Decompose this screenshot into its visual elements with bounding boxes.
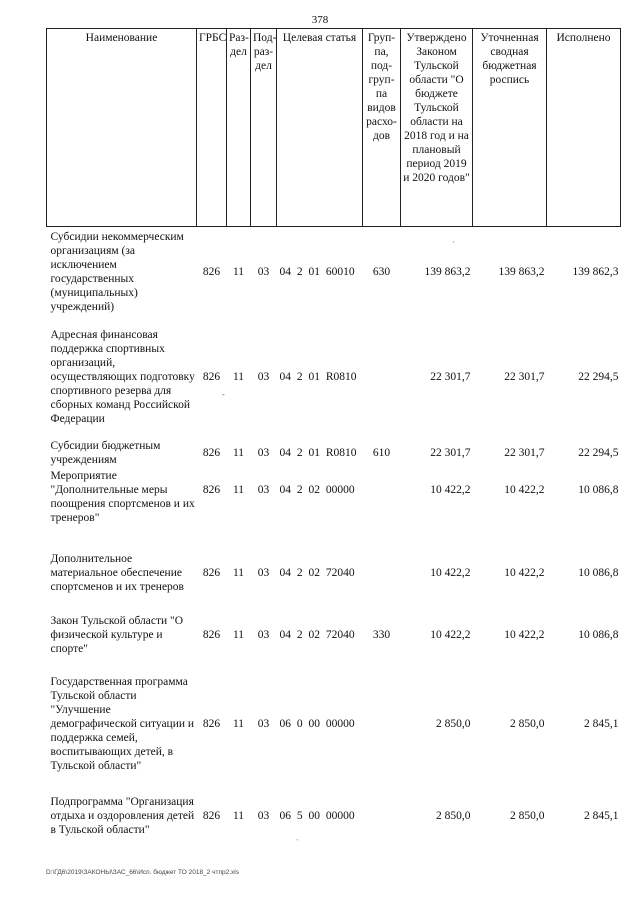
table-row — [47, 781, 621, 851]
row-target: 04 2 02 72040 — [279, 566, 355, 579]
row-razdel: 11 — [232, 566, 245, 579]
row-refined: 10 422,2 — [504, 628, 545, 641]
table-row — [47, 227, 621, 317]
scan-speck: ˋ — [296, 838, 299, 847]
row-podrazdel: 03 — [257, 628, 270, 641]
row-grbs: 826 — [202, 628, 221, 641]
row-approved: 10 422,2 — [430, 566, 471, 579]
header-podrazdel: Под-раз-дел — [251, 29, 277, 227]
row-group — [363, 317, 401, 437]
table-row — [47, 543, 621, 603]
row-target: 04 2 02 00000 — [279, 483, 355, 496]
row-razdel: 11 — [232, 717, 245, 730]
row-executed: 2 845,1 — [584, 809, 619, 822]
row-group: 610 — [372, 446, 391, 459]
table-row — [47, 437, 621, 469]
row-name: Субсидии бюджетным учреждениям — [50, 439, 161, 466]
row-group — [363, 543, 401, 603]
file-path-footer: D:\ГД6\2019\ЗАКОНЫ\ЗАС_66\Исп. бюджет ТО 2018_2 чтпр2.xls — [46, 869, 239, 876]
row-approved: 10 422,2 — [430, 483, 471, 496]
row-executed: 10 086,8 — [578, 566, 619, 579]
row-executed: 2 845,1 — [584, 717, 619, 730]
header-executed: Исполнено — [547, 29, 621, 227]
row-grbs: 826 — [202, 483, 221, 496]
row-refined: 10 422,2 — [504, 483, 545, 496]
header-razdel: Раз-дел — [227, 29, 251, 227]
header-name: Наименование — [47, 29, 197, 227]
row-name: Государственная программа Тульской области "Улучшение демографической ситуации и поддержка семей, воспитывающих детей, в Тульской области" — [50, 675, 195, 772]
row-grbs: 826 — [202, 265, 221, 278]
row-name: Дополнительное материальное обеспечение спортсменов и их тренеров — [50, 552, 184, 593]
row-group: 330 — [372, 628, 391, 641]
row-refined: 22 301,7 — [504, 370, 545, 383]
row-group: 630 — [372, 265, 391, 278]
row-podrazdel: 03 — [257, 370, 270, 383]
row-podrazdel: 03 — [257, 566, 270, 579]
row-refined: 10 422,2 — [504, 566, 545, 579]
row-executed: 139 862,3 — [572, 265, 619, 278]
row-refined: 22 301,7 — [504, 446, 545, 459]
header-grbs: ГРБС — [197, 29, 227, 227]
row-group — [363, 781, 401, 851]
row-target: 06 0 00 00000 — [279, 717, 355, 730]
row-refined: 139 863,2 — [498, 265, 545, 278]
row-razdel: 11 — [232, 446, 245, 459]
row-target: 04 2 01 R0810 — [279, 370, 357, 383]
row-razdel: 11 — [232, 628, 245, 641]
row-approved: 2 850,0 — [436, 717, 471, 730]
row-refined: 2 850,0 — [510, 717, 545, 730]
row-name: Адресная финансовая поддержка спортивных организаций, осуществляющих подготовку спортивного резерва для сборных команд Российской Федерации — [50, 328, 195, 425]
row-approved: 139 863,2 — [424, 265, 471, 278]
row-target: 04 2 02 72040 — [279, 628, 355, 641]
row-group — [363, 667, 401, 781]
row-name: Субсидии некоммерческим организациям (за исключением государственных (муниципальных) учреждений) — [50, 230, 184, 313]
row-executed: 10 086,8 — [578, 483, 619, 496]
row-grbs: 826 — [202, 809, 221, 822]
row-razdel: 11 — [232, 370, 245, 383]
row-grbs: 826 — [202, 446, 221, 459]
row-razdel: 11 — [232, 483, 245, 496]
table-header-row — [47, 29, 621, 227]
row-approved: 22 301,7 — [430, 446, 471, 459]
row-name: Закон Тульской области "О физической культуре и спорте" — [50, 614, 184, 655]
row-target: 04 2 01 60010 — [279, 265, 355, 278]
row-executed: 10 086,8 — [578, 628, 619, 641]
scan-speck: - — [222, 390, 225, 399]
row-grbs: 826 — [202, 370, 221, 383]
row-razdel: 11 — [232, 265, 245, 278]
header-group: Груп-па, под-груп-па видов расхо-дов — [363, 29, 401, 227]
row-podrazdel: 03 — [257, 446, 270, 459]
row-target: 04 2 01 R0810 — [279, 446, 357, 459]
table-row — [47, 667, 621, 781]
scan-speck: · — [452, 238, 455, 247]
row-approved: 2 850,0 — [436, 809, 471, 822]
row-name: Подпрограмма "Организация отдыха и оздоровления детей в Тульской области" — [50, 795, 195, 836]
row-group — [363, 469, 401, 543]
row-executed: 22 294,5 — [578, 446, 619, 459]
row-razdel: 11 — [232, 809, 245, 822]
row-approved: 10 422,2 — [430, 628, 471, 641]
header-refined: Уточненная сводная бюджетная роспись — [473, 29, 547, 227]
row-target: 06 5 00 00000 — [279, 809, 355, 822]
row-podrazdel: 03 — [257, 265, 270, 278]
row-podrazdel: 03 — [257, 483, 270, 496]
table-row — [47, 317, 621, 437]
row-name: Мероприятие "Дополнительные меры поощрения спортсменов и их тренеров" — [50, 469, 195, 524]
row-podrazdel: 03 — [257, 809, 270, 822]
budget-table — [46, 28, 621, 851]
row-podrazdel: 03 — [257, 717, 270, 730]
row-refined: 2 850,0 — [510, 809, 545, 822]
row-executed: 22 294,5 — [578, 370, 619, 383]
header-target: Целевая статья — [277, 29, 363, 227]
row-grbs: 826 — [202, 566, 221, 579]
table-row — [47, 469, 621, 543]
page-number: 378 — [311, 14, 329, 26]
header-approved: Утверждено Законом Тульской области "О бюджете Тульской области на 2018 год и на плановый период 2019 и 2020 годов" — [401, 29, 473, 227]
row-approved: 22 301,7 — [430, 370, 471, 383]
table-row — [47, 603, 621, 667]
row-grbs: 826 — [202, 717, 221, 730]
